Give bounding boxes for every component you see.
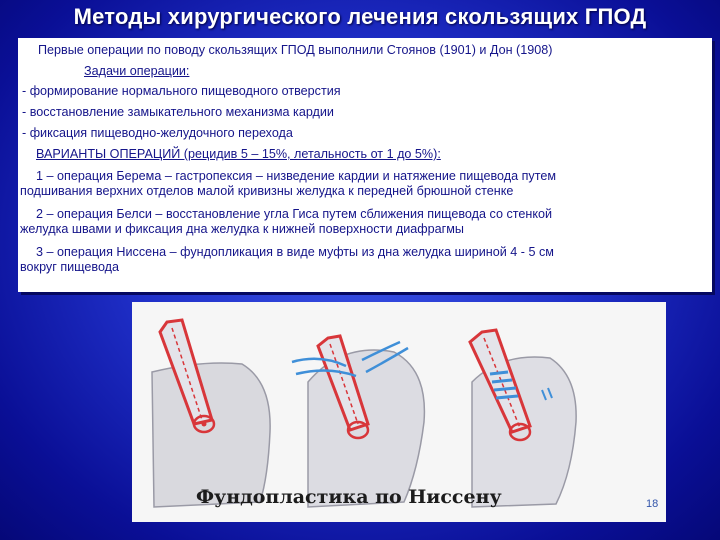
task-item: - формирование нормального пищеводного отверстия [22,84,341,98]
stage-2-drawing [292,336,424,507]
variant-line: 3 – операция Ниссена – фундопликация в виде муфты из дна желудка шириной 4 - 5 см [36,245,554,259]
slide-title: Методы хирургического лечения скользящих ГПОД [73,4,647,29]
variant-line: вокруг пищевода [20,260,120,274]
variant-line: подшивания верхних отделов малой кривизны желудка к передней брюшной стенке [20,184,514,198]
nissen-figure [132,302,666,522]
variant-line: 1 – операция Берема – гастропексия – низведение кардии и натяжение пищевода путем [36,169,557,183]
page-number: 18 [646,498,659,510]
variant-line: 2 – операция Белси – восстановление угла Гиса путем сближения пищевода со стенкой [36,207,553,221]
variants-heading: ВАРИАНТЫ ОПЕРАЦИЙ (рецидив 5 – 15%, летальность от 1 до 5%): [36,147,441,161]
stage-1-drawing [152,320,270,507]
task-item: - восстановление замыкательного механизма кардии [22,105,334,119]
intro-text: Первые операции по поводу скользящих ГПОД выполнили Стоянов (1901) и Дон (1908) [38,43,553,57]
tasks-heading: Задачи операции: [84,64,190,78]
task-item: - фиксация пищеводно-желудочного перехода [22,126,293,140]
variant-line: желудка швами и фиксация дна желудка к нижней поверхности диафрагмы [20,222,464,236]
text-panel [18,38,712,292]
figure-caption: Фундопластика по Ниссену [196,486,502,508]
stage-3-drawing [470,330,576,507]
